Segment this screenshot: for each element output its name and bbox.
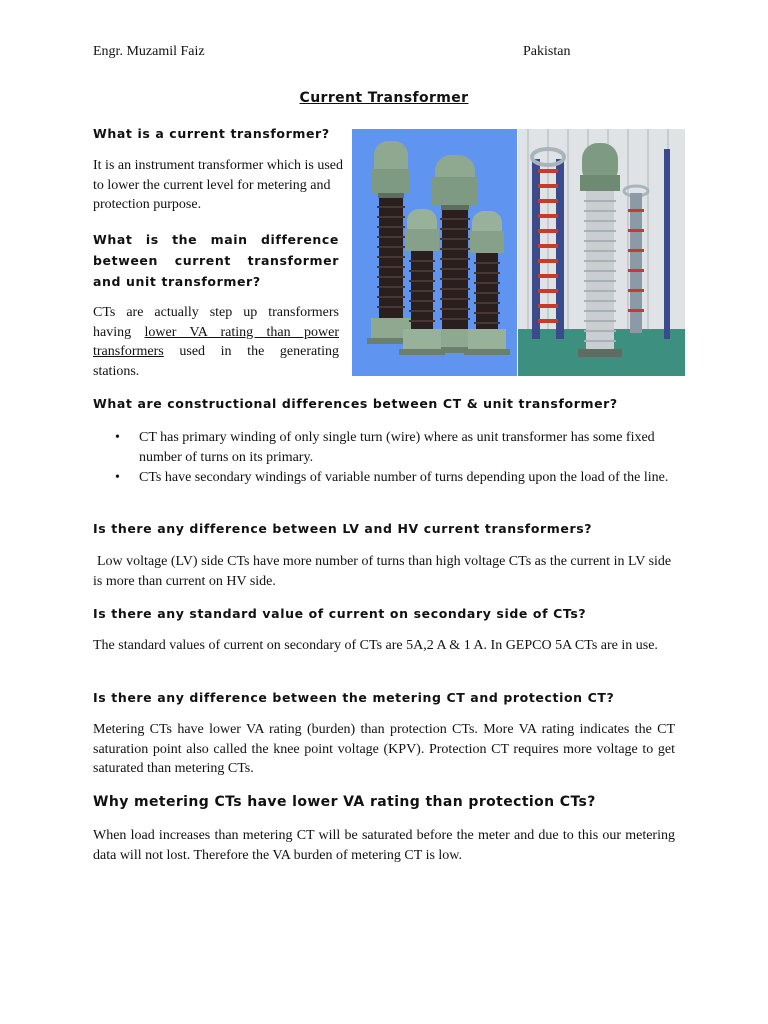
answer-main-difference-underlined: lower VA rating than power transformers [93, 324, 339, 359]
list-item [93, 428, 683, 467]
header-country: Pakistan [523, 44, 571, 59]
answer-standard-secondary-current: The standard values of current on secondary of CTs are 5A,2 A & 1 A. In GEPCO 5A CTs are in use. [93, 638, 658, 653]
bullet-icon: • [115, 430, 120, 445]
constructional-differences-list [93, 428, 683, 489]
hv-test-hall-photo [518, 129, 685, 376]
heading-main-difference: What is the main difference between current transformer and unit transformer? [93, 232, 339, 289]
heading-why-lower-va: Why metering CTs have lower VA rating than protection CTs? [93, 794, 596, 810]
heading-lv-hv-difference: Is there any difference between LV and HV current transformers? [93, 521, 593, 536]
header-author: Engr. Muzamil Faiz [93, 44, 205, 59]
answer-what-is-ct: It is an instrument transformer which is used to lower the current level for metering and protection purpose. [93, 158, 344, 212]
list-item-text: CT has primary winding of only single turn (wire) where as unit transformer has some fixed number of turns on its primary. [139, 430, 655, 465]
bullet-icon: • [115, 470, 120, 485]
list-item-text: CTs have secondary windings of variable number of turns depending upon the load of the line. [139, 470, 669, 485]
answer-metering-vs-protection: Metering CTs have lower VA rating (burden) than protection CTs. More VA rating indicates the CT saturation point also called the knee point voltage (KPV). Protection CT requires more voltage to get saturated than metering CTs. [93, 722, 675, 776]
answer-main-difference [93, 303, 339, 381]
answer-why-lower-va: When load increases than metering CT will be saturated before the meter and due to this our metering data will not lost. Therefore the VA burden of metering CT is low. [93, 828, 675, 863]
answer-lv-hv-difference: Low voltage (LV) side CTs have more number of turns than high voltage CTs as the current in LV side is more than current on HV side. [93, 554, 672, 589]
page-title: Current Transformer [299, 90, 469, 106]
heading-metering-vs-protection: Is there any difference between the metering CT and protection CT? [93, 690, 615, 705]
answer-main-difference-post: used in the generating stations. [93, 344, 339, 379]
heading-constructional-differences: What are constructional differences between CT & unit transformer? [93, 396, 618, 411]
current-transformers-photo [352, 129, 517, 376]
heading-standard-secondary-current: Is there any standard value of current on secondary side of CTs? [93, 606, 587, 621]
answer-main-difference-pre: CTs are actually step up transformers having [93, 305, 339, 340]
list-item [93, 468, 683, 488]
heading-what-is-ct: What is a current transformer? [93, 126, 330, 141]
